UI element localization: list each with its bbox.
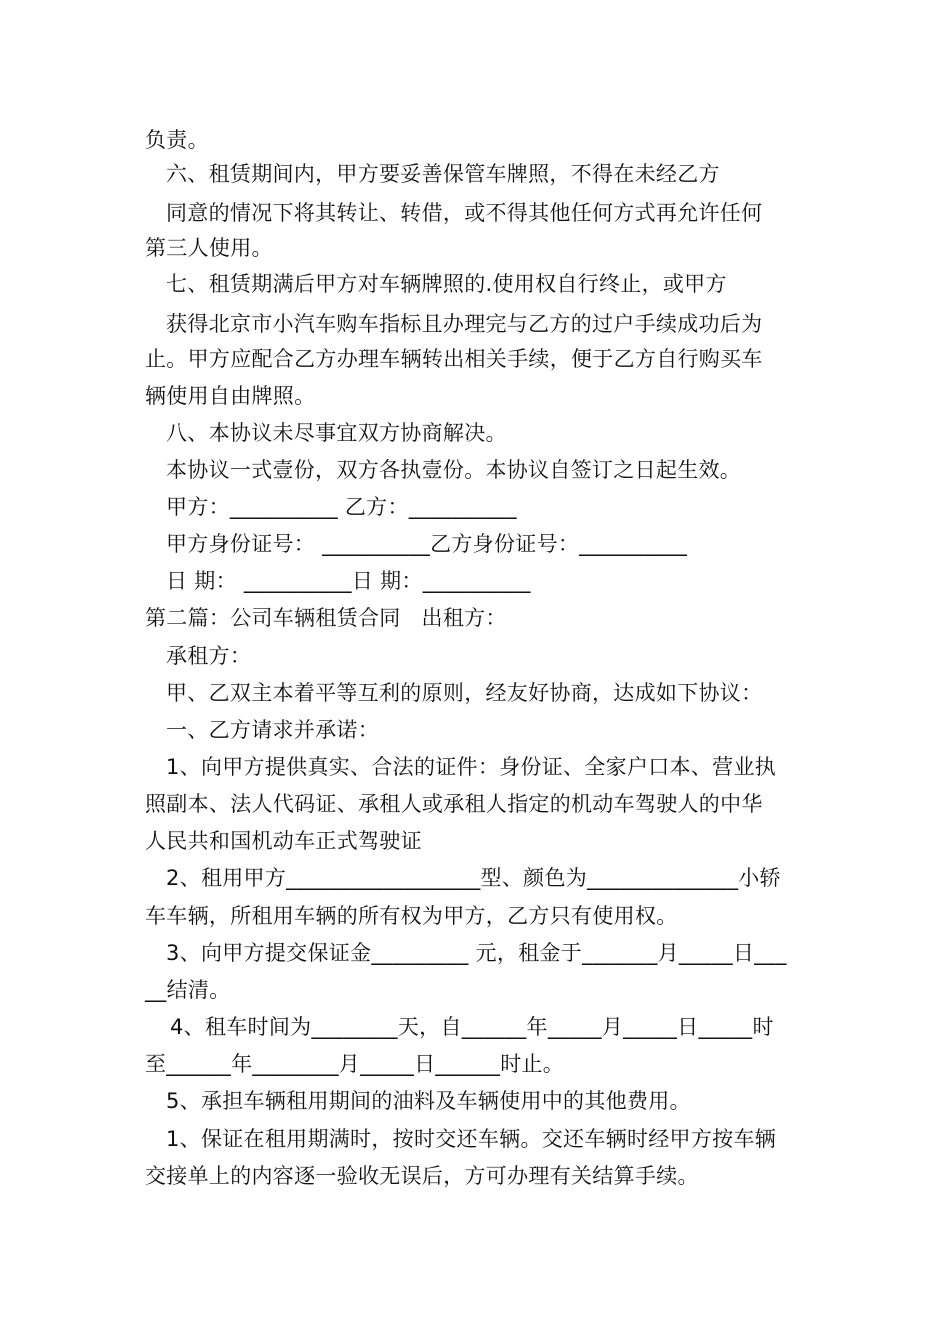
- text-line: 1、保证在租用期满时，按时交还车辆。交还车辆时经甲方按车辆: [166, 1127, 777, 1151]
- text-line: 一、乙方请求并承诺：: [166, 718, 379, 742]
- text-line: 辆使用自由牌照。: [145, 384, 316, 408]
- text-line: 1、向甲方提供真实、合法的证件：身份证、全家户口本、营业执: [166, 755, 777, 779]
- text-line: 2、租用甲方__________________型、颜色为______________小轿: [166, 866, 781, 890]
- signature-line-parties: 甲方：__________ 乙方：__________: [166, 495, 517, 519]
- text-line: 获得北京市小汽车购车指标且办理完与乙方的过户手续成功后为: [166, 312, 763, 336]
- text-line: 本协议一式壹份，双方各执壹份。本协议自签订之日起生效。: [166, 458, 742, 482]
- text-line: 八、本协议未尽事宜双方协商解决。: [166, 421, 507, 445]
- text-line: 七、租赁期满后甲方对车辆牌照的.使用权自行终止，或甲方: [166, 272, 727, 296]
- text-line: 3、向甲方提交保证金_________ 元，租金于_______月_____日___: [166, 941, 787, 965]
- text-line: 止。甲方应配合乙方办理车辆转出相关手续，便于乙方自行购买车: [145, 347, 763, 371]
- text-line: 甲、乙双主本着平等互利的原则，经友好协商，达成如下协议：: [166, 681, 763, 705]
- text-line: 承租方：: [166, 644, 252, 668]
- text-line: 六、租赁期间内，甲方要妥善保管车牌照，不得在未经乙方: [166, 162, 720, 186]
- text-line: 车车辆，所租用车辆的所有权为甲方，乙方只有使用权。: [145, 904, 678, 928]
- text-line: 至______年________月_____日______时止。: [145, 1052, 565, 1076]
- text-line: 照副本、法人代码证、承租人或承租人指定的机动车驾驶人的中华: [145, 792, 763, 816]
- text-line: 负责。: [145, 128, 209, 152]
- text-line: 5、承担车辆租用期间的油料及车辆使用中的其他费用。: [166, 1089, 691, 1113]
- text-line: 人民共和国机动车正式驾驶证: [145, 829, 422, 853]
- text-line: 第三人使用。: [145, 236, 273, 260]
- signature-line-id: 甲方身份证号： __________乙方身份证号：__________: [166, 532, 688, 556]
- text-line: 交接单上的内容逐一验收无误后，方可办理有关结算手续。: [145, 1164, 699, 1188]
- text-line: __结清。: [145, 978, 231, 1002]
- section-heading: 第二篇：公司车辆租赁合同 出租方：: [145, 606, 507, 630]
- signature-line-date: 日 期： __________日 期：__________: [166, 569, 531, 593]
- text-line: 同意的情况下将其转让、转借，或不得其他任何方式再允许任何: [166, 201, 763, 225]
- text-line: 4、租车时间为________天，自______年_____月_____日_____时: [170, 1015, 774, 1039]
